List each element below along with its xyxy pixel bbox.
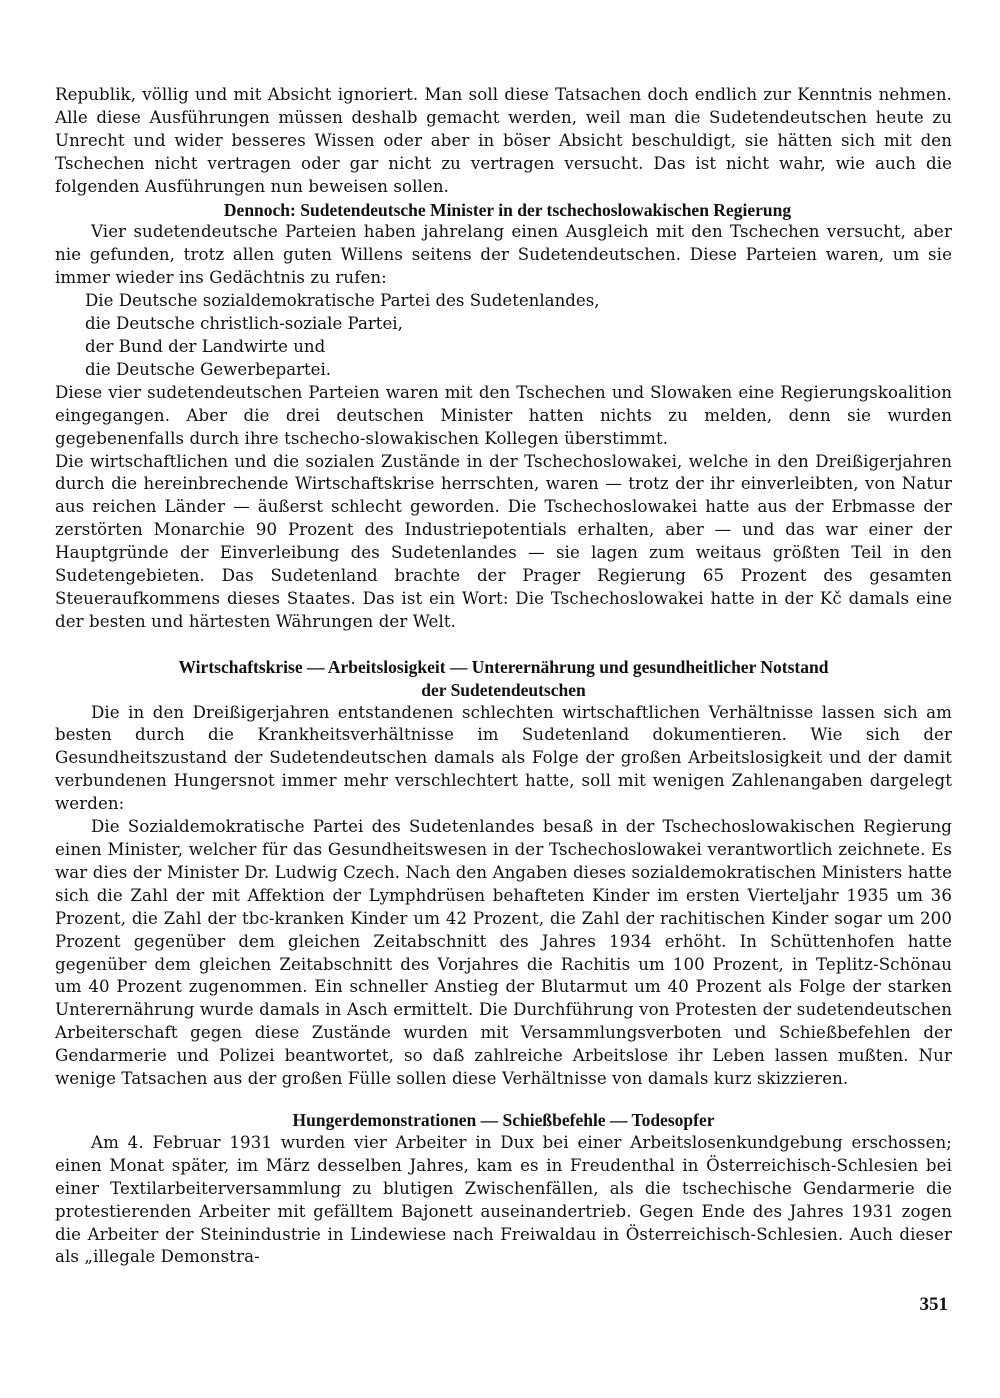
ministers-paragraph-2: Diese vier sudetendeutschen Parteien waren mit den Tschechen und Slowaken eine Regierungskoalition eingegangen. Aber die drei deutschen Minister hatten nichts zu melden, denn sie wurden gegebenenfalls durch ihre tschecho-slowakischen Kollegen überstimmt. bbox=[55, 382, 952, 448]
section-heading-crisis-line1: Wirtschaftskrise — Arbeitslosigkeit — Unterernährung und gesundheitlicher Notstand bbox=[178, 656, 829, 677]
ministers-paragraph-3: Die wirtschaftlichen und die sozialen Zustände in der Tschechoslowakei, welche in den Dreißigerjahren durch die hereinbrechende Wirtschaftskrise herrschten, waren — trotz der ihr einverleibten, von Natur aus reichen Länder — äußerst schlecht geworden. Die Tschechoslowakei hatte aus der Erbmasse der zerstörten Monarchie 90 Prozent des Industriepotentials erhalten, aber — und das war einer der Hauptgründe der Einverleibung des Sudetenlandes — sie lagen zum weitaus größten Teil in den Sudetengebieten. Das Sudetenland brachte der Prager Regierung 65 Prozent des gesamten Steueraufkommens dieses Staates. Das ist ein Wort: Die Tschechoslowakei hatte in der Kč damals eine der besten und härtesten Währungen der Welt. bbox=[55, 451, 952, 631]
party-list bbox=[55, 290, 952, 382]
intro-paragraph: Republik, völlig und mit Absicht ignoriert. Man soll diese Tatsachen doch endlich zur Kenntnis nehmen. Alle diese Ausführungen müssen deshalb gemacht werden, weil man die Sudetendeutschen heute zu Unrecht und wider besseres Wissen oder aber in böser Absicht beschuldigt, sie hätten sich mit den Tschechen nicht vertragen oder gar nicht zu vertragen versucht. Das ist nicht wahr, wie auch die folgenden Ausführungen nun beweisen sollen. bbox=[55, 85, 952, 196]
crisis-paragraph-2: Die Sozialdemokratische Partei des Sudetenlandes besaß in der Tschechoslowakischen Regierung einen Minister, welcher für das Gesundheitswesen in der Tschechoslowakei verantwortlich zeichnete. Es war dies der Minister Dr. Ludwig Czech. Nach den Angaben dieses sozialdemokratischen Ministers hatte sich die Zahl der mit Affektion der Lymphdrüsen behafteten Kinder im ersten Vierteljahr 1935 um 36 Prozent, die Zahl der tbc-kranken Kinder um 42 Prozent, die Zahl der rachitischen Kinder sogar um 200 Prozent gegenüber dem gleichen Zeitabschnitt des Jahres 1934 erhöht. In Schüttenhofen hatte gegenüber dem gleichen Zeitabschnitt des Vorjahres die Rachitis um 100 Prozent, in Teplitz-Schönau um 40 Prozent zugenommen. Ein schneller Anstieg der Blutarmut um 40 Prozent als Folge der starken Unterernährung wurde damals in Asch ermittelt. Die Durchführung von Protesten der sudetendeutschen Arbeiterschaft gegen diese Zustände wurden mit Versammlungsverboten und Schießbefehlen der Gendarmerie und Polizei beantwortet, so daß zahlreiche Arbeitslose ihr Leben lassen mußten. Nur wenige Tatsachen aus der großen Fülle sollen diese Verhältnisse von damals kurz skizzieren. bbox=[55, 817, 952, 1089]
party-item: die Deutsche Gewerbepartei. bbox=[85, 359, 332, 379]
section-heading-demonstrations: Hungerdemonstrationen — Schießbefehle — Todesopfer bbox=[292, 1109, 715, 1130]
party-item: Die Deutsche sozialdemokratische Partei des Sudetenlandes, bbox=[85, 291, 600, 311]
crisis-paragraph-1: Die in den Dreißigerjahren entstandenen schlechten wirtschaftlichen Verhältnisse lassen sich am besten durch die Krankheitsverhältnisse im Sudetenland dokumentieren. Wie sich der Gesundheitszustand der Sudetendeutschen damals als Folge der großen Arbeitslosigkeit und der damit verbundenen Hungersnot immer mehr verschlechtert hatte, soll mit wenigen Zahlenangaben dargelegt werden: bbox=[55, 702, 952, 814]
page-number: 351 bbox=[919, 1294, 948, 1315]
demonstrations-paragraph-1: Am 4. Februar 1931 wurden vier Arbeiter in Dux bei einer Arbeitslosenkundgebung erschossen; einen Monat später, im März desselben Jahres, kam es in Freudenthal in Österreichisch-Schlesien bei einer Textilarbeiterversammlung zu blutigen Zwischenfällen, als die tschechische Gendarmerie die protestierenden Arbeiter mit gefälltem Bajonett auseinandertrieb. Gegen Ende des Jahres 1931 zogen die Arbeiter der Steinindustrie in Lindewiese nach Freiwaldau in Österreichisch-Schlesien. Auch dieser als „illegale Demonstra- bbox=[55, 1132, 952, 1267]
section-heading-crisis bbox=[55, 656, 952, 702]
ministers-paragraph-1: Vier sudetendeutsche Parteien haben jahrelang einen Ausgleich mit den Tschechen versucht, aber nie gefunden, trotz allen guten Willens seitens der Sudetendeutschen. Diese Parteien waren, um sie immer wieder ins Gedächtnis zu rufen: bbox=[55, 222, 952, 288]
party-item: der Bund der Landwirte und bbox=[85, 336, 326, 356]
party-item: die Deutsche christlich-soziale Partei, bbox=[85, 314, 403, 334]
section-heading-crisis-line2: der Sudetendeutschen bbox=[421, 679, 586, 700]
section-heading-ministers: Dennoch: Sudetendeutsche Minister in der tschechoslowakischen Regierung bbox=[223, 199, 792, 220]
